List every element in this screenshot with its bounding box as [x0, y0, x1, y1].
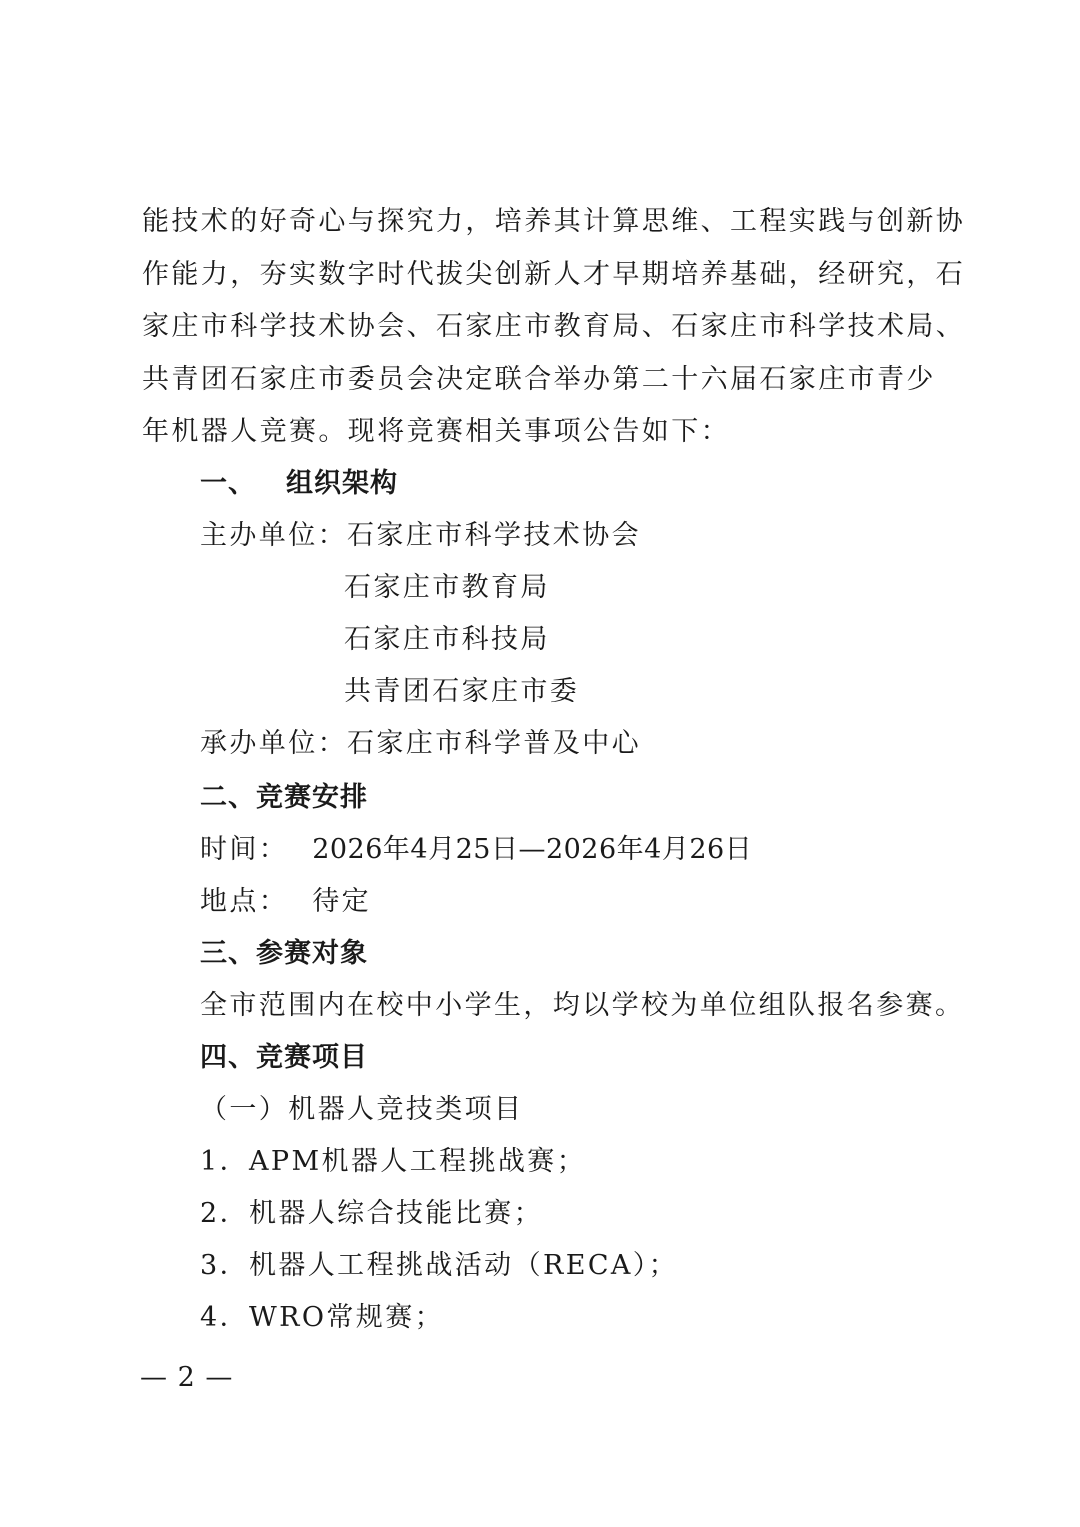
host-row — [200, 516, 641, 556]
section-heading-organization — [200, 464, 398, 504]
list-item: 2．机器人综合技能比赛； — [200, 1198, 543, 1229]
organizer-value: 石家庄市科学普及中心 — [347, 728, 641, 759]
time-label: 时间： — [200, 834, 289, 865]
place-label: 地点： — [200, 886, 289, 917]
events-subtitle: （一）机器人竞技类项目 — [200, 1094, 524, 1125]
list-item: 4．WRO常规赛； — [200, 1302, 444, 1333]
section-heading-schedule: 二、竞赛安排 — [200, 782, 368, 813]
intro-line: 作能力，夯实数字时代拔尖创新人才早期培养基础，经研究，石 — [142, 258, 966, 290]
intro-line: 年机器人竞赛。现将竞赛相关事项公告如下： — [142, 416, 730, 447]
section-number: 一、 — [200, 468, 256, 499]
organizer-row — [200, 724, 641, 764]
host-item: 石家庄市科技局 — [344, 624, 550, 655]
participants-text: 全市范围内在校中小学生，均以学校为单位组队报名参赛。 — [200, 990, 965, 1021]
section-heading-events: 四、竞赛项目 — [200, 1042, 368, 1073]
time-row — [200, 830, 752, 870]
intro-line: 能技术的好奇心与探究力，培养其计算思维、工程实践与创新协 — [142, 206, 966, 237]
section-heading-participants: 三、参赛对象 — [200, 938, 368, 969]
list-item: 3．机器人工程挑战活动（RECA）； — [200, 1250, 679, 1281]
place-value: 待定 — [312, 886, 372, 917]
host-item: 石家庄市科学技术协会 — [347, 520, 641, 551]
place-row — [200, 882, 371, 922]
host-label: 主办单位： — [200, 520, 347, 551]
page-number: — 2 — — [140, 1362, 234, 1393]
intro-line: 家庄市科学技术协会、石家庄市教育局、石家庄市科学技术局、 — [142, 311, 966, 342]
list-item: 1．APM机器人工程挑战赛； — [200, 1146, 587, 1177]
host-item: 共青团石家庄市委 — [344, 676, 580, 707]
intro-paragraph — [142, 196, 966, 459]
time-value: 2026年4月25日—2026年4月26日 — [312, 834, 753, 865]
section-title: 组织架构 — [286, 468, 398, 499]
intro-line: 共青团石家庄市委员会决定联合举办第二十六届石家庄市青少 — [142, 363, 936, 395]
host-item: 石家庄市教育局 — [344, 572, 550, 603]
organizer-label: 承办单位： — [200, 728, 347, 759]
